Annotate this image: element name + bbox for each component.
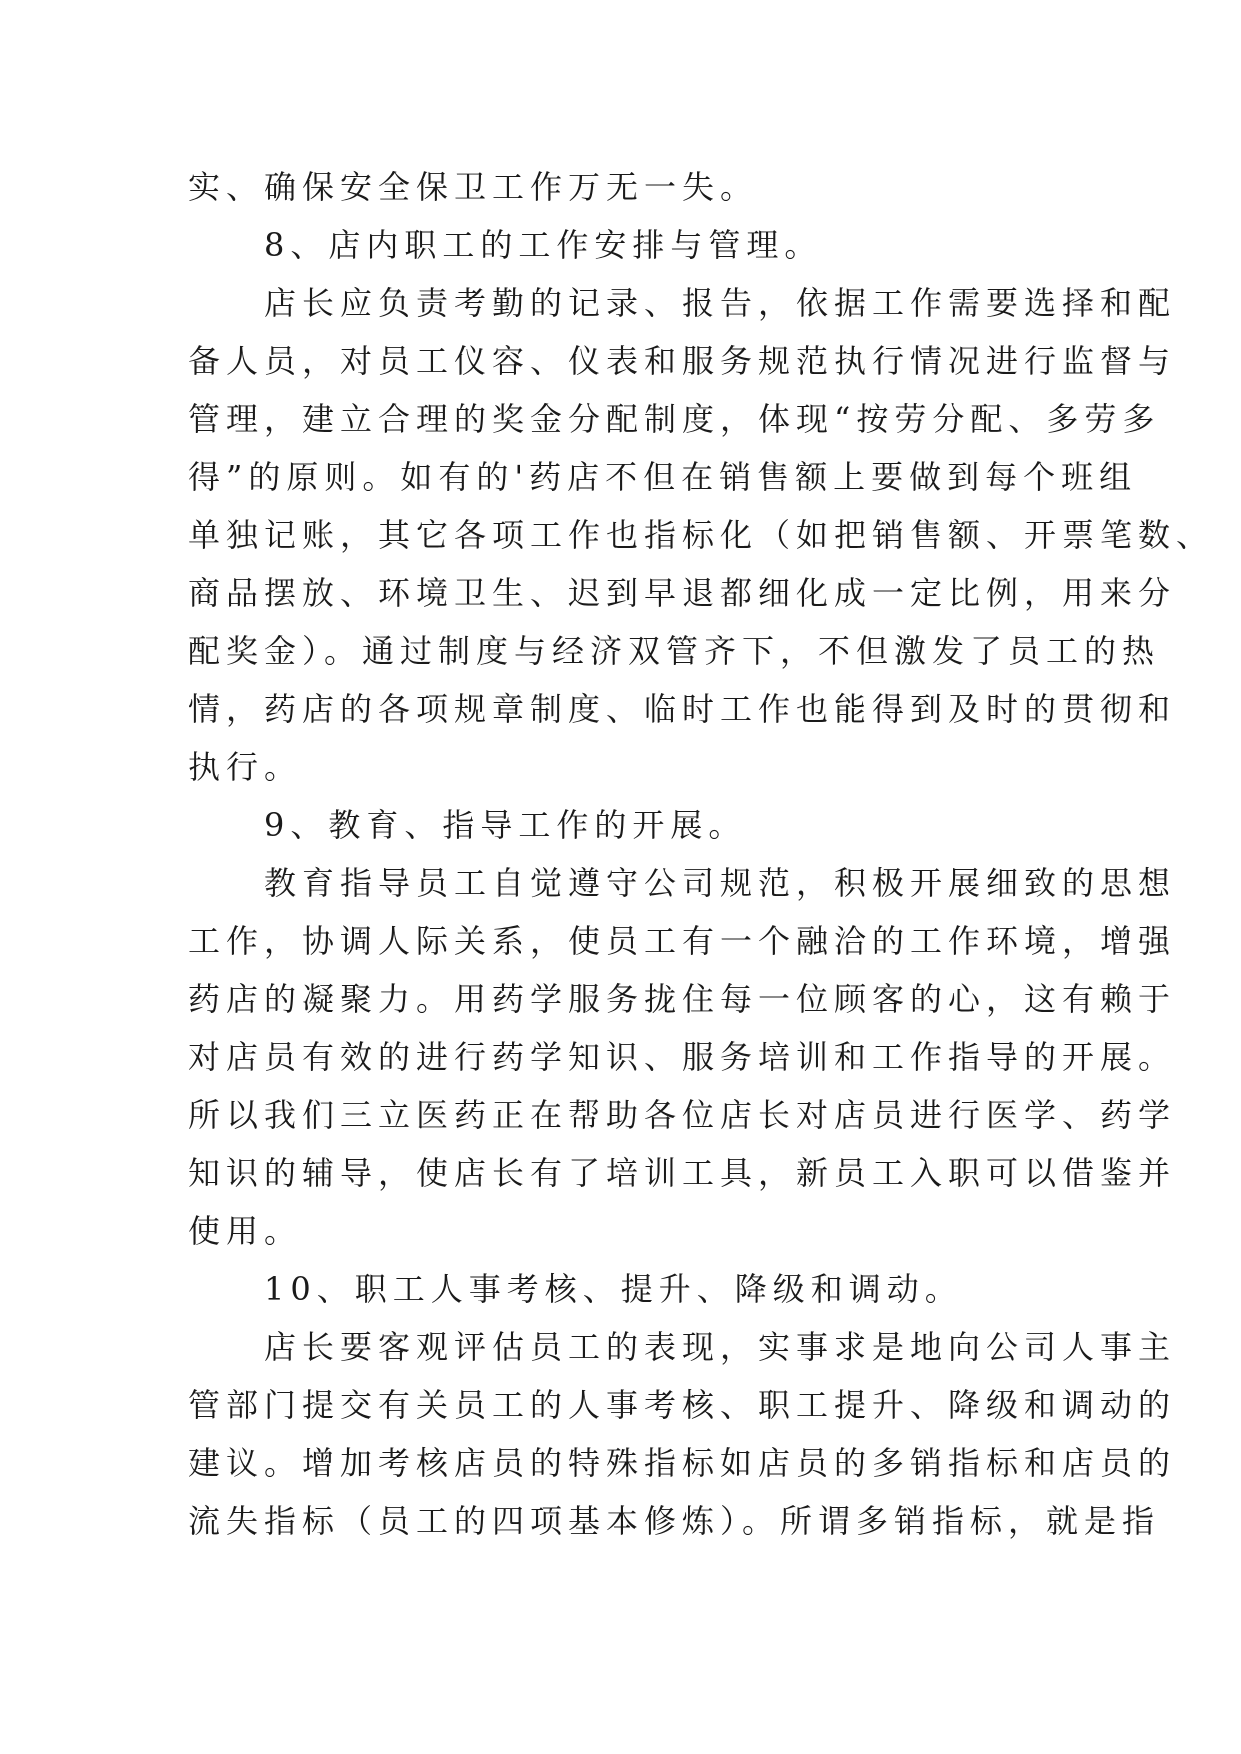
text-line: 备人员，对员工仪容、仪表和服务规范执行情况进行监督与 bbox=[188, 342, 1177, 380]
text-line: 管部门提交有关员工的人事考核、职工提升、降级和调动的 bbox=[188, 1386, 1177, 1424]
text-line: 流失指标（员工的四项基本修炼）。所谓多销指标，就是指 bbox=[188, 1502, 1161, 1540]
text-line: 工作，协调人际关系，使员工有一个融洽的工作环境，增强 bbox=[188, 922, 1177, 960]
text-line: 执行。 bbox=[188, 748, 303, 786]
text-line: 商品摆放、环境卫生、迟到早退都细化成一定比例，用来分 bbox=[188, 574, 1177, 612]
document-body bbox=[188, 158, 1215, 1550]
text-line: 教育指导员工自觉遵守公司规范，积极开展细致的思想 bbox=[264, 864, 1177, 902]
text-line: 对店员有效的进行药学知识、服务培训和工作指导的开展。 bbox=[188, 1038, 1177, 1076]
section-heading-10: 10、职工人事考核、提升、降级和调动。 bbox=[264, 1270, 963, 1308]
text-line: 建议。增加考核店员的特殊指标如店员的多销指标和店员的 bbox=[188, 1444, 1177, 1482]
text-line: 单独记账，其它各项工作也指标化（如把销售额、开票笔数、 bbox=[188, 516, 1215, 554]
text-line: 店长要客观评估员工的表现，实事求是地向公司人事主 bbox=[264, 1328, 1177, 1366]
text-line: 店长应负责考勤的记录、报告，依据工作需要选择和配 bbox=[264, 284, 1177, 322]
text-line: 实、确保安全保卫工作万无一失。 bbox=[188, 168, 759, 206]
text-line: 得”的原则。如有的'药店不但在销售额上要做到每个班组 bbox=[188, 458, 1138, 496]
text-line: 情，药店的各项规章制度、临时工作也能得到及时的贯彻和 bbox=[188, 690, 1177, 728]
text-line: 知识的辅导，使店长有了培训工具，新员工入职可以借鉴并 bbox=[188, 1154, 1177, 1192]
text-line: 药店的凝聚力。用药学服务拢住每一位顾客的心，这有赖于 bbox=[188, 980, 1177, 1018]
text-line: 管理，建立合理的奖金分配制度，体现“按劳分配、多劳多 bbox=[188, 400, 1161, 438]
section-heading-8: 8、店内职工的工作安排与管理。 bbox=[264, 226, 823, 264]
text-line: 所以我们三立医药正在帮助各位店长对店员进行医学、药学 bbox=[188, 1096, 1177, 1134]
section-heading-9: 9、教育、指导工作的开展。 bbox=[264, 806, 747, 844]
text-line: 使用。 bbox=[188, 1212, 303, 1250]
text-line: 配奖金）。通过制度与经济双管齐下，不但激发了员工的热 bbox=[188, 632, 1161, 670]
